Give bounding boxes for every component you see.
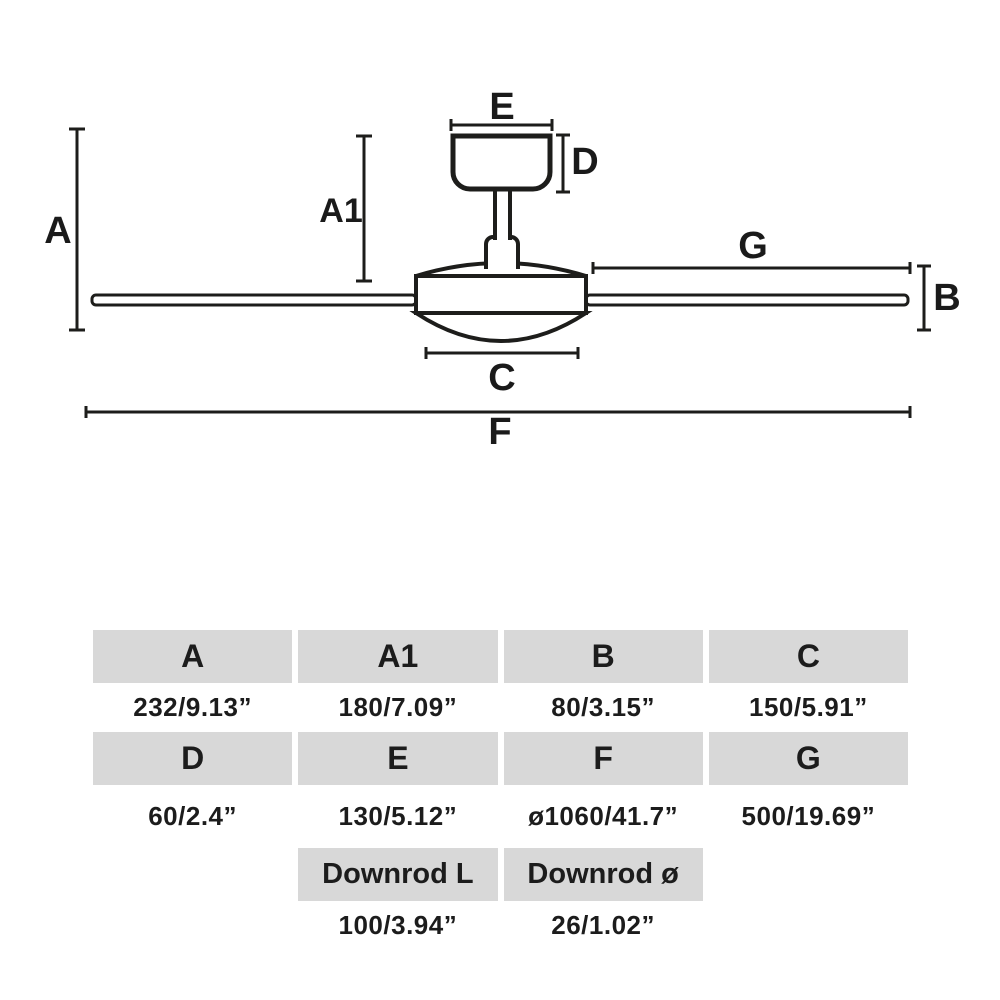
dimension-g-label: G — [738, 225, 768, 267]
fan-motor-housing — [416, 276, 586, 313]
dimension-b-label: B — [933, 277, 961, 319]
table-header-a1: A1 — [298, 630, 497, 683]
fan-canopy — [453, 136, 550, 189]
table-value-a: 232/9.13” — [93, 683, 292, 732]
dimension-e-label: E — [489, 86, 515, 128]
dimension-a-label: A — [44, 210, 72, 252]
table-header-a: A — [93, 630, 292, 683]
ceiling-fan-diagram — [0, 0, 1000, 480]
table-value-e: 130/5.12” — [298, 785, 497, 848]
table-value-g: 500/19.69” — [709, 785, 908, 848]
table-header-b: B — [504, 630, 703, 683]
fan-blade-right — [586, 295, 908, 305]
table-header-downrod-length: Downrod L — [298, 848, 497, 901]
dimensions-table — [93, 630, 908, 950]
fan-blade-left — [92, 295, 416, 305]
table-header-d: D — [93, 732, 292, 785]
fan-downrod — [495, 188, 510, 240]
dimension-d-line — [556, 135, 570, 192]
table-value-a1: 180/7.09” — [298, 683, 497, 732]
table-value-c: 150/5.91” — [709, 683, 908, 732]
table-value-f: ø1060/41.7” — [504, 785, 703, 848]
dimension-c-label: C — [488, 357, 516, 399]
table-value-d: 60/2.4” — [93, 785, 292, 848]
dimension-b-line — [917, 266, 931, 330]
dimension-d-label: D — [571, 141, 599, 183]
table-header-f: F — [504, 732, 703, 785]
fan-downrod-coupler — [486, 237, 518, 269]
table-header-downrod-diameter: Downrod ø — [504, 848, 703, 901]
table-value-b: 80/3.15” — [504, 683, 703, 732]
table-header-e: E — [298, 732, 497, 785]
table-value-downrod-diameter: 26/1.02” — [504, 901, 703, 950]
dimension-f-label: F — [488, 411, 512, 453]
table-header-c: C — [709, 630, 908, 683]
table-value-downrod-length: 100/3.94” — [298, 901, 497, 950]
table-header-g: G — [709, 732, 908, 785]
dimension-a1-label: A1 — [319, 192, 363, 230]
fan-light-lens — [416, 313, 586, 341]
